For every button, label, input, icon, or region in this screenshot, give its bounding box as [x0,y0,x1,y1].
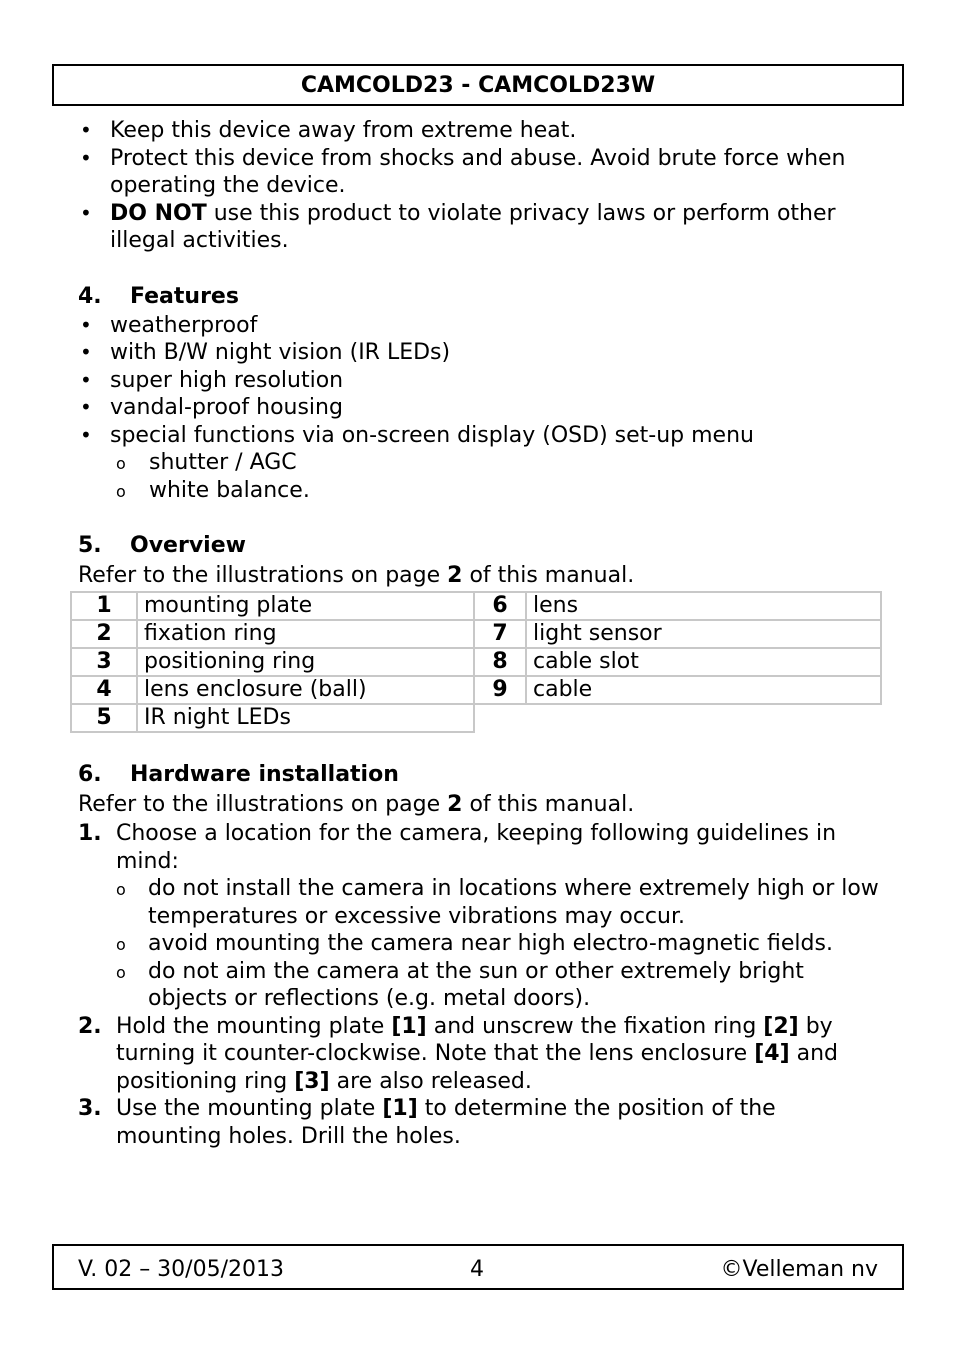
table-row: 4 lens enclosure (ball) 9 cable [71,676,881,704]
section-heading-features: 4. Features [78,283,239,309]
table-row: 3 positioning ring 8 cable slot [71,648,881,676]
features-sublist [78,449,888,504]
hardware-intro: Refer to the illustrations on page 2 of this manual. [78,792,635,817]
list-item: • super high resolution [78,367,888,395]
overview-table [70,591,882,733]
overview-intro: Refer to the illustrations on page 2 of this manual. [78,563,635,588]
section-heading-hardware: 6. Hardware installation [78,762,399,787]
step-item: 3. Use the mounting plate [1] to determine the position of the mounting holes. Drill the holes. [78,1096,776,1149]
list-item: • special functions via on-screen display (OSD) set-up menu [78,422,888,450]
list-item: o do not aim the camera at the sun or other extremely bright objects or reflections (e.g. metal doors). [116,958,888,1013]
table-row: 2 fixation ring 7 light sensor [71,620,881,648]
document-footer [52,1244,904,1290]
section-heading-overview: 5. Overview [78,533,246,558]
features-list [78,312,888,450]
list-item: • vandal-proof housing [78,394,888,422]
safety-list [78,117,888,255]
table-row: 5 IR night LEDs [71,704,881,732]
page-content [78,117,888,1150]
step-item: 2. Hold the mounting plate [1] and unscrew the fixation ring [2] by turning it counter-clockwise. Note that the lens enclosure [4] and positioning ring [3] are also released. [78,1013,839,1094]
list-item: • Protect this device from shocks and abuse. Avoid brute force when operating the device. [78,145,888,200]
list-item: • with B/W night vision (IR LEDs) [78,339,888,367]
list-item: • DO NOT use this product to violate privacy laws or perform other illegal activities. [78,200,888,255]
list-item: o do not install the camera in locations where extremely high or low temperatures or excessive vibrations may occur. [116,875,888,930]
list-item: o white balance. [78,477,888,505]
document-header [52,64,904,106]
step-sublist [116,875,888,1013]
list-item: • Keep this device away from extreme heat. [78,117,888,145]
list-item: o avoid mounting the camera near high electro-magnetic fields. [116,930,888,958]
document-title: CAMCOLD23 - CAMCOLD23W [300,73,656,98]
table-row: 1 mounting plate 6 lens [71,592,881,620]
version-date: V. 02 – 30/05/2013 [78,1257,284,1282]
copyright: ©Velleman nv [720,1257,878,1282]
installation-steps [78,820,888,1150]
page-number: 4 [470,1257,484,1282]
emphasis: DO NOT [110,200,207,226]
list-item: o shutter / AGC [78,449,888,477]
step-item: 1. Choose a location for the camera, keeping following guidelines in mind: o do not install the camera in locations where extremely high or low temperatures or excessive vibrations may occur. o avoid mounting the camera near high electro-magnetic fields. o do not aim the camera at the sun or other extremely bright objects or reflections (e.g. metal doors). [78,820,888,1013]
list-item: • weatherproof [78,312,888,340]
